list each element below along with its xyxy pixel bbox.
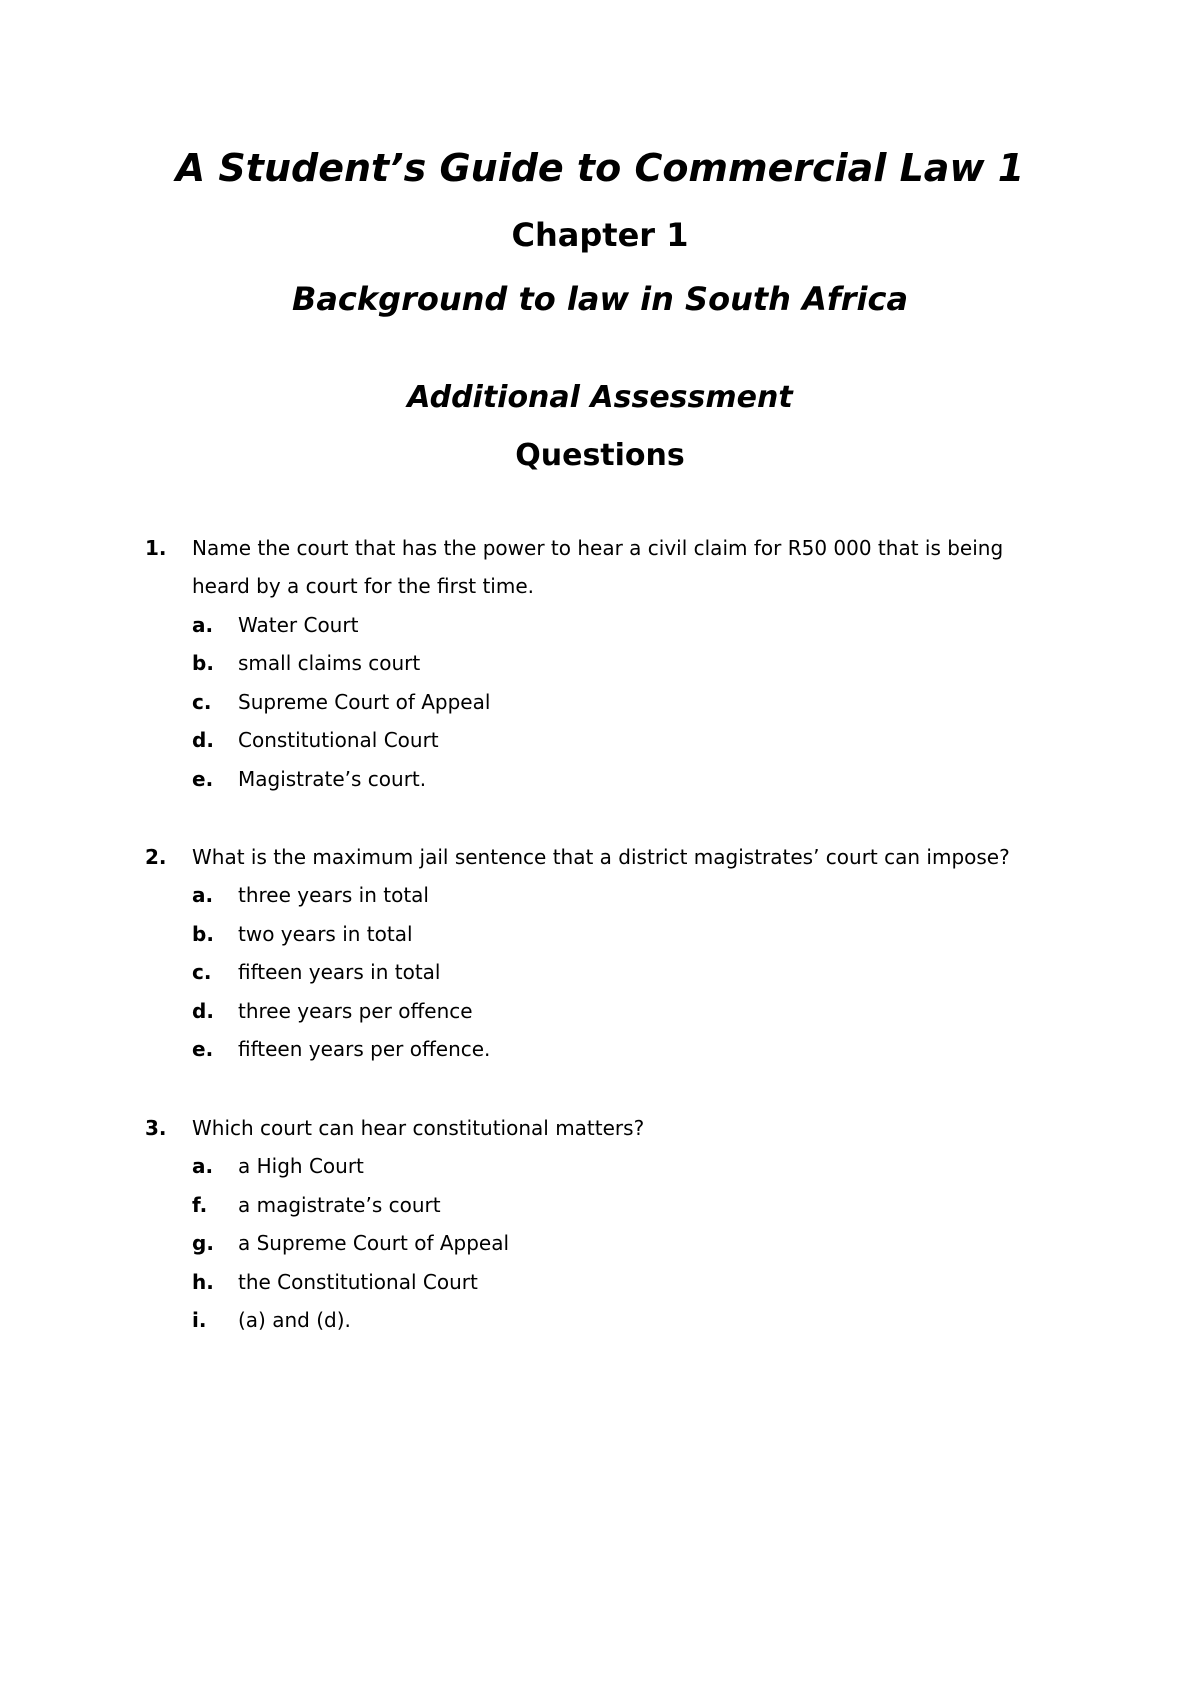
option-letter: i. <box>192 1308 207 1332</box>
answer-option <box>0 922 1200 946</box>
option-text: (a) and (d). <box>238 1308 351 1332</box>
option-letter: a. <box>192 1154 214 1178</box>
answer-option <box>0 1231 1200 1255</box>
option-letter: c. <box>192 690 212 714</box>
question-text-line: Which court can hear constitutional matters? <box>192 1116 645 1140</box>
option-letter: c. <box>192 960 212 984</box>
answer-option <box>0 960 1200 984</box>
option-text: three years in total <box>238 883 429 907</box>
document-title: A Student’s Guide to Commercial Law 1 <box>175 146 1025 190</box>
option-letter: a. <box>192 613 214 637</box>
option-letter: f. <box>192 1193 208 1217</box>
option-letter: e. <box>192 1037 214 1061</box>
option-text: Water Court <box>238 613 359 637</box>
option-letter: b. <box>192 922 214 946</box>
option-letter: b. <box>192 651 214 675</box>
questions-heading: Questions <box>515 438 685 473</box>
section-heading: Additional Assessment <box>407 380 793 415</box>
option-text: small claims court <box>238 651 421 675</box>
option-text: fifteen years in total <box>238 960 441 984</box>
answer-option <box>0 1154 1200 1178</box>
answer-option <box>0 1193 1200 1217</box>
option-letter: e. <box>192 767 214 791</box>
question-text-line: heard by a court for the first time. <box>192 574 535 598</box>
answer-option <box>0 690 1200 714</box>
option-text: a Supreme Court of Appeal <box>238 1231 510 1255</box>
option-letter: d. <box>192 728 214 752</box>
question-number: 1. <box>145 536 167 560</box>
answer-option <box>0 883 1200 907</box>
chapter-subtitle: Background to law in South Africa <box>291 280 909 318</box>
question-text-line: What is the maximum jail sentence that a district magistrates’ court can impose? <box>192 845 1010 869</box>
option-text: a High Court <box>238 1154 364 1178</box>
answer-option <box>0 767 1200 791</box>
chapter-heading: Chapter 1 <box>511 216 689 254</box>
option-text: three years per offence <box>238 999 473 1023</box>
option-text: fifteen years per offence. <box>238 1037 491 1061</box>
answer-option <box>0 1270 1200 1294</box>
answer-option <box>0 999 1200 1023</box>
option-text: Supreme Court of Appeal <box>238 690 491 714</box>
option-text: the Constitutional Court <box>238 1270 478 1294</box>
answer-option <box>0 613 1200 637</box>
option-letter: a. <box>192 883 214 907</box>
answer-option <box>0 1308 1200 1332</box>
answer-option <box>0 651 1200 675</box>
option-letter: g. <box>192 1231 214 1255</box>
option-text: a magistrate’s court <box>238 1193 441 1217</box>
option-text: two years in total <box>238 922 413 946</box>
answer-option <box>0 728 1200 752</box>
option-letter: d. <box>192 999 214 1023</box>
question-text-line: Name the court that has the power to hear a civil claim for R50 000 that is being <box>192 536 1004 560</box>
option-text: Constitutional Court <box>238 728 439 752</box>
answer-option <box>0 1037 1200 1061</box>
question-number: 3. <box>145 1116 167 1140</box>
option-text: Magistrate’s court. <box>238 767 427 791</box>
option-letter: h. <box>192 1270 214 1294</box>
question-number: 2. <box>145 845 167 869</box>
